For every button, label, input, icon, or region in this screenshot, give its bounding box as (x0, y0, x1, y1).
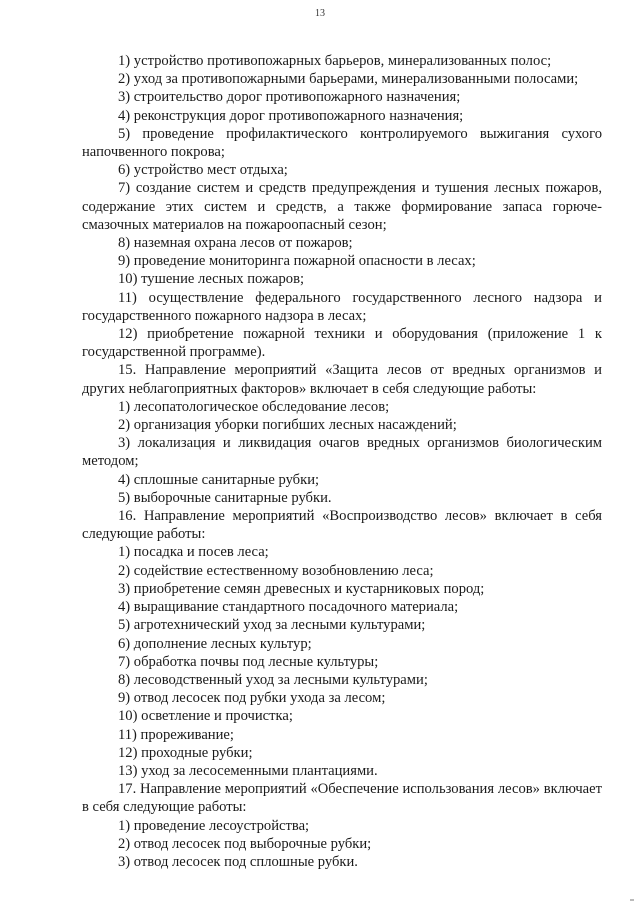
list-item: 1) проведение лесоустройства; (118, 817, 310, 834)
list-item: 1) лесопатологическое обследование лесов; (118, 398, 390, 415)
list-item: 2) отвод лесосек под выборочные рубки; (118, 835, 372, 852)
list-item: 2) содействие естественному возобновлению леса; (118, 562, 434, 579)
document-body (82, 52, 602, 871)
list-item: 5) агротехнический уход за лесными культурами; (118, 617, 426, 634)
list-item: 2) уход за противопожарными барьерами, минерализованными полосами; (118, 71, 579, 88)
page-number: 13 (315, 8, 325, 19)
scan-artifact (630, 899, 634, 901)
list-item: 4) сплошные санитарные рубки; (118, 471, 320, 488)
list-item: 7) обработка почвы под лесные культуры; (118, 653, 379, 670)
list-item: 5) выборочные санитарные рубки. (118, 489, 332, 506)
list-item: 12) приобретение пожарной техники и оборудования (приложение 1 к государственной программе). (82, 326, 602, 361)
list-item: 9) отвод лесосек под рубки ухода за лесом; (118, 690, 386, 707)
list-item: 6) дополнение лесных культур; (118, 635, 312, 652)
list-item: 8) наземная охрана лесов от пожаров; (118, 235, 353, 252)
list-item: 9) проведение мониторинга пожарной опасности в лесах; (118, 253, 476, 270)
list-item: 3) приобретение семян древесных и кустарниковых пород; (118, 580, 485, 597)
list-item: 7) создание систем и средств предупреждения и тушения лесных пожаров, содержание этих систем и средств, а также формирование запаса горюче-смазочных материалов на пожароопасный сезон; (82, 180, 602, 233)
list-item: 6) устройство мест отдыха; (118, 162, 288, 179)
list-item: 8) лесоводственный уход за лесными культурами; (118, 671, 428, 688)
list-item: 3) строительство дорог противопожарного назначения; (118, 89, 461, 106)
list-item: 5) проведение профилактического контролируемого выжигания сухого напочвенного покрова; (82, 125, 602, 161)
list-item: 1) посадка и посев леса; (118, 544, 269, 561)
list-item: 3) локализация и ликвидация очагов вредных организмов биологическим методом; (82, 435, 602, 470)
list-item: 11) осуществление федерального государственного лесного надзора и государственного пожарного надзора в лесах; (82, 289, 602, 324)
list-item: 12) проходные рубки; (118, 744, 253, 761)
section-16-intro: 16. Направление мероприятий «Воспроизводство лесов» включает в себя следующие работы: (82, 508, 602, 543)
list-item: 1) устройство противопожарных барьеров, минерализованных полос; (118, 53, 552, 69)
list-item: 4) реконструкция дорог противопожарного назначения; (118, 107, 464, 124)
list-item: 13) уход за лесосеменными плантациями. (118, 762, 378, 779)
list-item: 3) отвод лесосек под сплошные рубки. (118, 853, 358, 870)
section-15-intro: 15. Направление мероприятий «Защита лесов от вредных организмов и других неблагоприятных факторов» включает в себя следующие работы: (82, 362, 602, 397)
list-item: 2) организация уборки погибших лесных насаждений; (118, 417, 457, 434)
list-item: 10) тушение лесных пожаров; (118, 271, 305, 288)
section-17-intro: 17. Направление мероприятий «Обеспечение использования лесов» включает в себя следующие работы: (82, 781, 602, 816)
list-item: 11) прореживание; (118, 726, 234, 743)
list-item: 10) осветление и прочистка; (118, 708, 293, 725)
list-item: 4) выращивание стандартного посадочного материала; (118, 599, 459, 616)
